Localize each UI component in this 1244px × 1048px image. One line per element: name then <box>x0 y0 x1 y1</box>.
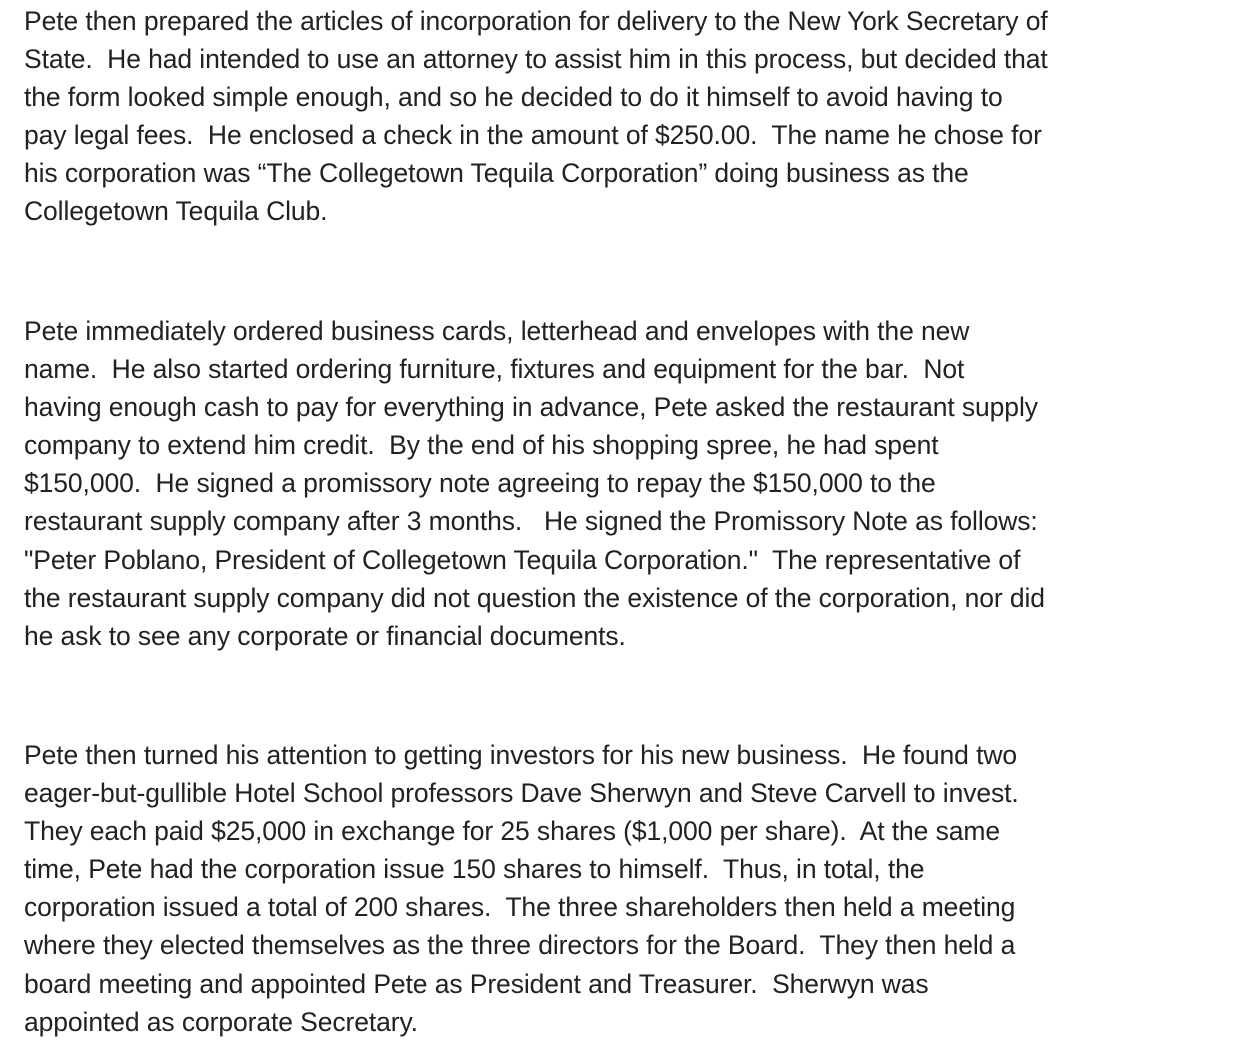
text-line: pay legal fees. He enclosed a check in the amount of $250.00. The name he chose for <box>24 120 1042 151</box>
text-line: State. He had intended to use an attorney to assist him in this process, but decided that <box>24 44 1048 75</box>
text-line: his corporation was “The Collegetown Tequila Corporation” doing business as the <box>24 158 969 189</box>
text-line: $150,000. He signed a promissory note agreeing to repay the $150,000 to the <box>24 468 936 499</box>
paragraph-investors <box>24 736 1019 1041</box>
text-line: Collegetown Tequila Club. <box>24 196 328 227</box>
text-line: "Peter Poblano, President of Collegetown Tequila Corporation." The representative of <box>24 544 1021 575</box>
text-line: They each paid $25,000 in exchange for 25 shares ($1,000 per share). At the same <box>24 816 1000 847</box>
text-line: where they elected themselves as the three directors for the Board. They then held a <box>24 930 1016 961</box>
text-line: the form looked simple enough, and so he decided to do it himself to avoid having to <box>24 82 1003 113</box>
text-line: appointed as corporate Secretary. <box>24 1006 418 1037</box>
text-line: name. He also started ordering furniture, fixtures and equipment for the bar. Not <box>24 354 965 385</box>
text-line: eager-but-gullible Hotel School professors Dave Sherwyn and Steve Carvell to invest. <box>24 778 1019 809</box>
text-line: he ask to see any corporate or financial documents. <box>24 620 626 651</box>
text-line: having enough cash to pay for everything in advance, Pete asked the restaurant supply <box>24 392 1038 423</box>
paragraph-articles-of-incorporation <box>24 2 1048 231</box>
text-line: Pete then prepared the articles of incorporation for delivery to the New York Secretary of <box>24 6 1048 36</box>
text-line: company to extend him credit. By the end of his shopping spree, he had spent <box>24 430 939 461</box>
text-line: the restaurant supply company did not question the existence of the corporation, nor did <box>24 582 1045 613</box>
text-line: Pete immediately ordered business cards, letterhead and envelopes with the new <box>24 316 970 346</box>
text-line: restaurant supply company after 3 months. He signed the Promissory Note as follows: <box>24 506 1038 537</box>
text-line: Pete then turned his attention to getting investors for his new business. He found two <box>24 740 1018 770</box>
text-line: board meeting and appointed Pete as President and Treasurer. Sherwyn was <box>24 968 929 999</box>
text-line: corporation issued a total of 200 shares. The three shareholders then held a meeting <box>24 892 1016 923</box>
paragraph-business-supplies <box>24 312 1045 655</box>
text-line: time, Pete had the corporation issue 150 shares to himself. Thus, in total, the <box>24 854 925 885</box>
